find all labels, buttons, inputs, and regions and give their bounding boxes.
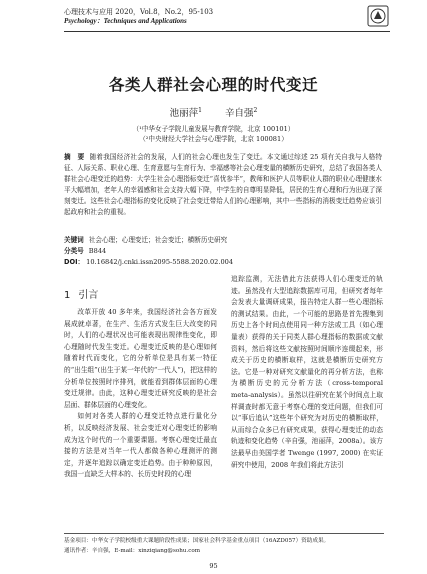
- journal-logo-icon: [367, 5, 389, 27]
- abstract: [64, 152, 382, 217]
- journal-english-title: Psychology：Techniques and Applications: [64, 17, 187, 25]
- footnote-rule: [64, 533, 384, 534]
- doi-link[interactable]: 10.16842/j.cnki.issn2095-5588.2020.02.004: [86, 258, 234, 266]
- body-paragraph: 追踪监测，无法借此方法获得人们心理变迁的轨迹。虽然没有大型追踪数据库可用，但研究者每年会发表大量调研成果，报告特定人群一些心理指标的测试结果。由此，一个可能的思路是首先搜集到历史上各个时间点使用同一种方法或工具（如心理量表）获得的关于同类人群心理指标的数据或文献资料，然后将这些文献按照时间顺序连缀起来，形成关于历史的横断取样，这就是横断历史研究方法。它是一种对研究文献量化的再分析方法，也称为横断历史的元分析方法（cross-temporal meta-analysis）。虽然以往研究在某个时间点上取样调查时都无意于考察心理的变迁问题，但我们可以“事后追认”这些年个研究为对历史的横断取样，从而综合众多已有研究成果，获得心理变迁的动态轨迹和变化趋势（辛自强，池丽萍，2008a）。该方法最早由美国学者 Twenge (1997, 2000) 在实证研究中使用，2008 年我们将此方法引: [231, 275, 383, 469]
- body-paragraph: 如何对各类人群的心理变迁特点进行量化分析，以反映经济发展、社会变迁对心理变迁的影响成为这个时代的一个重要课题。考察心理变迁最直接的方法是对当年一代人都做各种心理测评的测定，并逐年追踪以确定变迁趋势。由于种种原因，我国一直缺乏大样本的、长历史时段的心理: [64, 412, 217, 479]
- footnote-correspondence: 通讯作者：辛自强，E-mail：xinziqiang@sohu.com: [64, 548, 201, 554]
- section-number: 1: [64, 290, 71, 301]
- affiliation: （¹中华女子学院儿童发展与教育学院，北京 100101）: [132, 125, 295, 133]
- classification-row: [64, 245, 106, 255]
- body-column-left: [64, 307, 217, 557]
- keywords-text: 社会心理；心理变迁；社会变迁；横断历史研究: [88, 236, 228, 244]
- keywords-label: 关键词: [64, 236, 84, 244]
- abstract-label: 摘 要: [64, 153, 85, 161]
- keywords-row: [64, 234, 227, 244]
- doi-label: DOI：: [64, 258, 85, 266]
- doi-row: [64, 256, 233, 266]
- running-header: [64, 8, 364, 26]
- author: 池丽萍$^1$: [169, 106, 202, 119]
- abstract-text: 随着我国经济社会的发展，人们的社会心理也发生了变迁。本文通过综述 25 项有关自我与人格特征、人际关系、职业心理、生育意愿与生育行为、幸福感等社会心理变量的横断历史研究，总结了我国各类人群社会心理变迁的趋势：大学生社会心理指标变迁“喜忧参半”，教师和医护人员等职业人群的职业心理健康水平大幅增加，老年人的幸福感和社会支持大幅下降，中学生的自尊明显降低，居民的生育心理和行为出现了深刻变迁。这些社会心理指标的变化反映了社会变迁带给人们的心理影响，其中一些指标的消极变迁趋势应该引起政府和社会的重视。: [64, 153, 382, 216]
- author: 辛自强$^2$: [225, 106, 258, 119]
- body-paragraph: 改革开放 40 多年来，我国经济社会各方面发展成就卓著，在生产、生活方式发生巨大改变的同时，人们的心理状况也可能表现出规律性变化，即心理随时代发生变迁。心理变迁反映的是心理如何随着时代而变化，它的分析单位是具有某一特征的“出生组”(出生于某一年代的“一代人”)，把这样的分析单位按照时序排列，就能看到群体层面的心理变迁规律。由此，这种心理变迁研究反映的是社会层面、群体层面的心理变化。: [64, 308, 217, 409]
- section-title: 引言: [78, 290, 99, 301]
- footnote-funding: 基金项目：中华女子学院校级重大课题阶段性成果；国家社会科学基金重点项目（16AZD057）资助成果。: [64, 538, 330, 544]
- body-column-right: [231, 274, 383, 514]
- article-title: 各类人群社会心理的时代变迁: [108, 76, 319, 94]
- affiliation: （²中央财经大学社会与心理学院，北京 100081）: [139, 135, 288, 143]
- classification-label: 分类号: [64, 247, 84, 255]
- header-rule: [64, 31, 390, 32]
- classification-code: B844: [88, 247, 107, 255]
- section-heading: [64, 286, 98, 301]
- author-list: [0, 105, 427, 119]
- journal-line: 心理技术与应用 2020，Vol.8，No.2，95-103: [64, 8, 214, 16]
- page-number: 95: [209, 562, 218, 570]
